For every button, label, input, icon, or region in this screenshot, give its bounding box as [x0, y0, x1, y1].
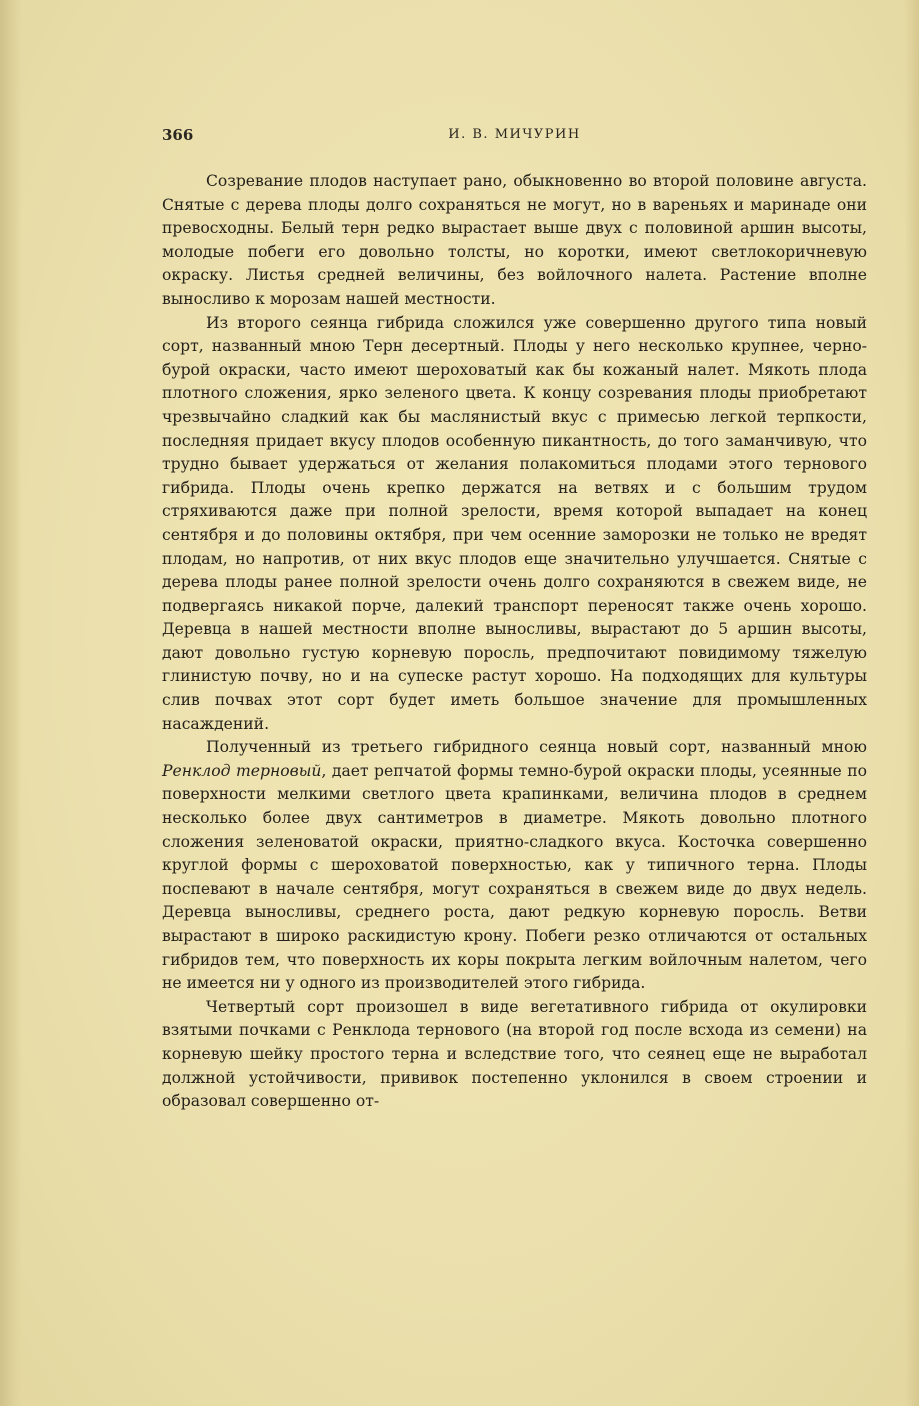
page-edge-shadow: [905, 0, 919, 1406]
page-header: [162, 126, 867, 148]
paragraph-fourth-variety: Четвертый сорт произошел в виде вегетативного гибрида от окулировки взятыми почками с Ренклода тернового (на второй год после всхода из семени) на корневую шейку простого терна и вследствие того, что сеянец еще не выработал должной устойчивости, прививок постепенно уклонился в своем строении и образовал совершенно от-: [162, 997, 867, 1111]
paragraph-text-before: Полученный из третьего гибридного сеянца новый сорт, названный мною: [206, 738, 867, 757]
page-gutter-shadow: [0, 0, 22, 1406]
paragraph-white-sloe: Созревание плодов наступает рано, обыкновенно во второй половине августа. Снятые с дерева плоды долго сохраняться не могут, но в вареньях и маринаде они превосходны. Белый терн редко вырастает выше двух с половиной аршин высоты, молодые побеги его довольно толсты, но коротки, имеют светлокоричневую окраску. Листья средней величины, без войлочного налета. Растение вполне выносливо к морозам нашей местности.: [162, 172, 867, 308]
paragraph-renklod-ternovy: [162, 736, 867, 996]
body-text: [162, 170, 867, 1114]
paragraph-dessert-sloe: Из второго сеянца гибрида сложился уже совершенно другого типа новый сорт, названный мною Терн десертный. Плоды у него несколько крупнее, черно-бурой окраски, часто имеют шероховатый как бы кожаный налет. Мякоть плода плотного сложения, ярко зеленого цвета. К концу созревания плоды приобретают чрезвычайно сладкий как бы маслянистый вкус с примесью легкой терпкости, последняя придает вкусу плодов особенную пикантность, до того заманчивую, что трудно бывает удержаться от желания полакомиться плодами этого тернового гибрида. Плоды очень крепко держатся на ветвях и с большим трудом стряхиваются даже при полной зрелости, время которой выпадает на конец сентября и до половины октября, при чем осенние заморозки не только не вредят плодам, но напротив, от них вкус плодов еще значительно улучшается. Снятые с дерева плоды ранее полной зрелости очень долго сохраняются в свежем виде, не подвергаясь никакой порче, далекий транспорт переносят также очень хорошо. Деревца в нашей местности вполне выносливы, вырастают до 5 аршин высоты, дают довольно густую корневую поросль, предпочитают повидимому тяжелую глинистую почву, но и на супеске растут хорошо. На подходящих для культуры слив почвах этот сорт будет иметь большое значение для промышленных насаждений.: [162, 313, 867, 733]
page-number: 366: [162, 126, 194, 144]
paragraph-text-after: , дает репчатой формы темно-бурой окраски плоды, усеянные по поверхности мелкими светлого цвета крапинками, величина плодов в среднем несколько более двух сантиметров в диаметре. Мякоть довольно плотного сложения зеленоватой окраски, приятно-сладкого вкуса. Косточка совершенно круглой формы с шероховатой поверхностью, как у типичного терна. Плоды поспевают в начале сентября, могут сохраняться в свежем виде до двух недель. Деревца выносливы, среднего роста, дают редкую корневую поросль. Ветви вырастают в широко раскидистую крону. Побеги резко отличаются от остальных гибридов тем, что поверхность их коры покрыта легким войлочным налетом, чего не имеется ни у одного из производителей этого гибрида.: [162, 761, 867, 993]
running-head: И. В. МИЧУРИН: [448, 127, 581, 142]
variety-name-italic: Ренклод терновый: [162, 761, 322, 780]
